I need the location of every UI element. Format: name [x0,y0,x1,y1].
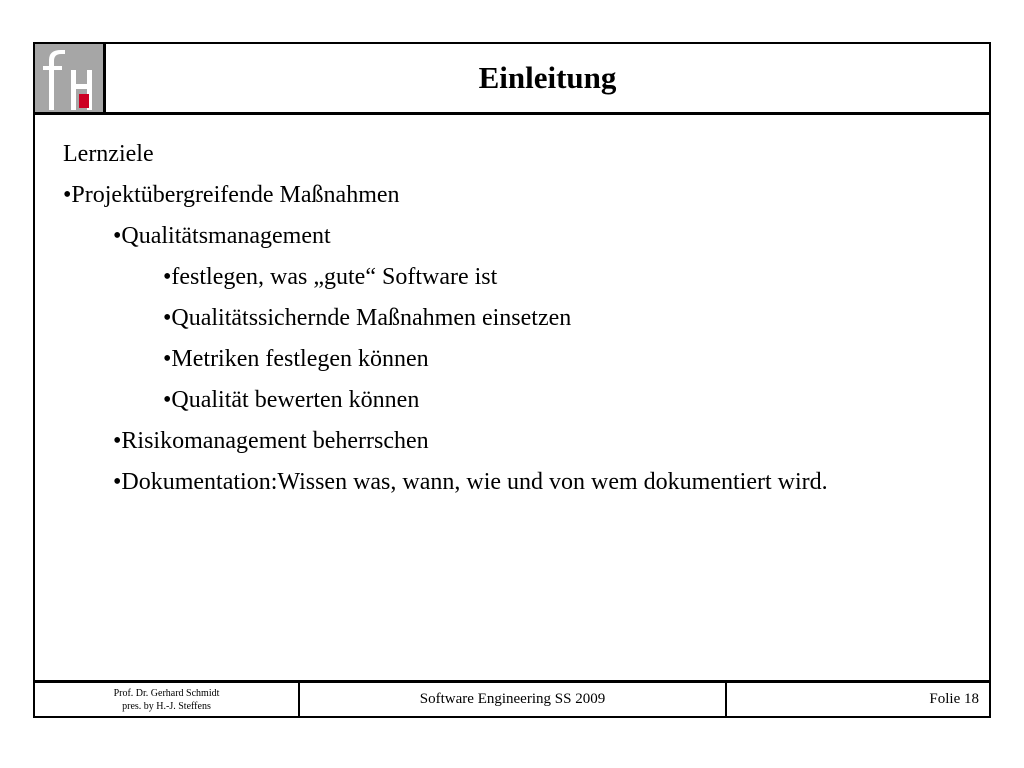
fh-logo [35,44,106,112]
list-item: •Qualitätsmanagement [113,223,331,249]
list-item: •Dokumentation:Wissen was, wann, wie und von wem dokumentiert wird. [113,469,828,495]
fh-logo-icon [35,44,103,112]
logo-accent-square [79,94,89,108]
author-name: Prof. Dr. Gerhard Schmidt [113,687,220,699]
list-item: •Qualitätssichernde Maßnahmen einsetzen [163,305,572,331]
footer-course: Software Engineering SS 2009 [300,683,727,716]
list-item: •Metriken festlegen können [163,346,429,372]
footer-slide-number: Folie 18 [929,691,979,707]
list-item: •Qualität bewerten können [163,387,420,413]
learning-goals-heading: Lernziele [63,141,154,167]
slide-content [35,115,989,680]
list-item: •Risikomanagement beherrschen [113,428,429,454]
slide-title: Einleitung [478,60,617,95]
presenter-name: pres. by H.-J. Steffens [122,700,211,712]
slide-frame [33,42,991,718]
slide-footer [35,680,989,716]
slide-header [35,44,989,115]
list-item: •festlegen, was „gute“ Software ist [163,264,498,290]
footer-author [35,683,300,716]
list-item: •Projektübergreifende Maßnahmen [63,182,400,208]
